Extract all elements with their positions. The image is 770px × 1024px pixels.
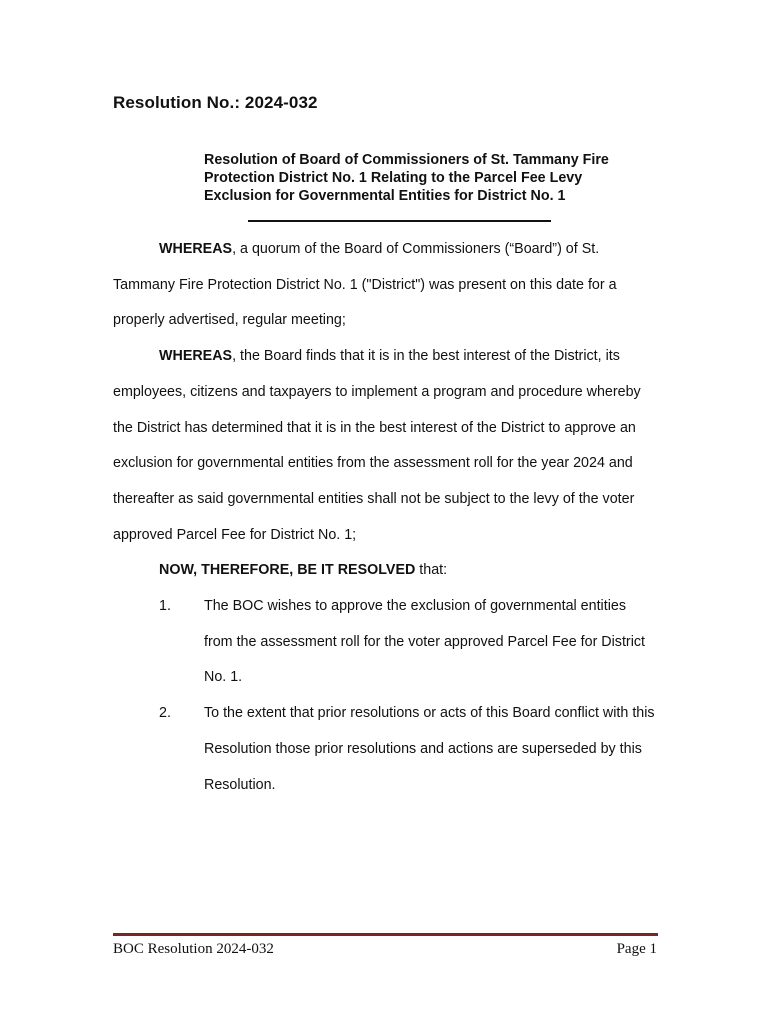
title-line-3: Exclusion for Governmental Entities for District No. 1 <box>204 188 566 204</box>
list-item-number: 1. <box>159 598 171 615</box>
whereas-lead-1: WHEREAS <box>159 241 233 257</box>
whereas-text-1: , a quorum of the Board of Commissioners (“Board”) of St. Tammany Fire Protection District No. 1 ("District") was present on this date for a properly advertised, regular meeting; <box>113 241 617 329</box>
title-underline <box>248 220 551 222</box>
whereas-paragraph-2 <box>113 339 658 553</box>
footer-page-number: Page 1 <box>616 941 657 957</box>
list-item <box>113 589 658 696</box>
resolved-lead: NOW, THEREFORE, BE IT RESOLVED <box>159 562 416 579</box>
resolved-text: that: <box>415 562 448 579</box>
title-line-1: Resolution of Board of Commissioners of St. Tammany Fire <box>204 152 609 168</box>
resolution-body <box>113 232 658 803</box>
list-item-text: To the extent that prior resolutions or acts of this Board conflict with this Resolution those prior resolutions and actions are superseded by this Resolution. <box>204 705 655 793</box>
resolution-number: Resolution No.: 2024-032 <box>113 93 318 112</box>
footer-divider <box>113 933 658 936</box>
whereas-paragraph-1 <box>113 232 658 339</box>
footer-document-label: BOC Resolution 2024-032 <box>113 941 274 957</box>
resolved-paragraph <box>113 553 658 589</box>
list-item-number: 2. <box>159 705 171 722</box>
list-item-text: The BOC wishes to approve the exclusion of governmental entities from the assessment roll for the voter approved Parcel Fee for District No. 1. <box>204 598 645 686</box>
whereas-lead-2: WHEREAS <box>159 348 233 365</box>
list-item <box>113 696 658 803</box>
resolution-title <box>204 151 654 205</box>
title-line-2: Protection District No. 1 Relating to the Parcel Fee Levy <box>204 170 583 186</box>
whereas-text-2: , the Board finds that it is in the best interest of the District, its employees, citizens and taxpayers to implement a program and procedure whereby the District has determined that it is in the best interest of the District to approve an exclusion for governmental entities from the assessment roll for the year 2024 and thereafter as said governmental entities shall not be subject to the levy of the voter approved Parcel Fee for District No. 1; <box>113 348 641 543</box>
resolution-items <box>113 589 658 803</box>
